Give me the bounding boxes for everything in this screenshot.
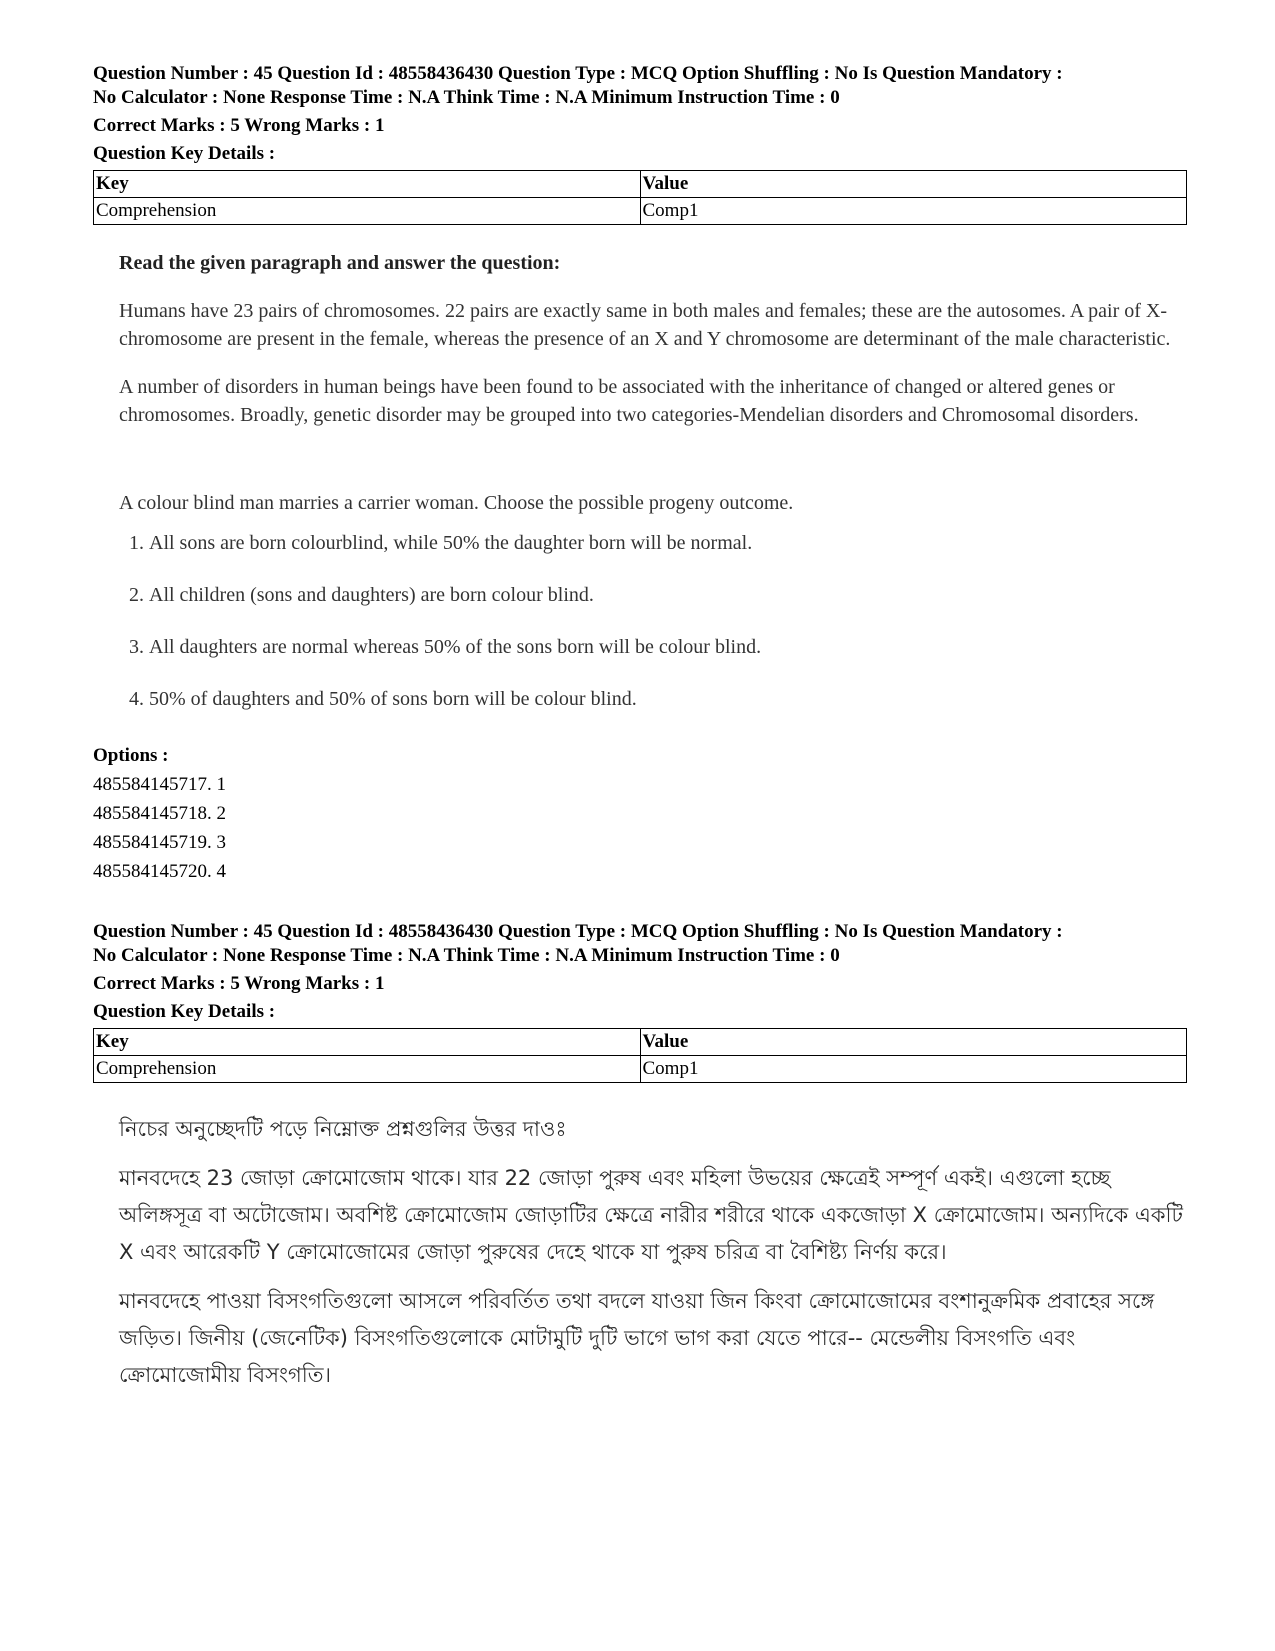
marks-line: Correct Marks : 5 Wrong Marks : 1 [93,973,385,994]
answer-choices [119,529,1187,713]
key-details-table-2 [93,1028,1187,1083]
table-cell-value: Comp1 [640,198,1187,225]
table-header-row [94,171,1187,198]
question-meta-2 [93,920,1187,1024]
question-text: A colour blind man marries a carrier woman. Choose the possible progeny outcome. [119,492,794,514]
answer-choice-2: 2. All children (sons and daughters) are born colour blind. [149,581,1187,609]
option-item-1: 485584145717. 1 [93,774,226,795]
table-cell-key: Comprehension [94,1056,641,1083]
table-header-value: Value [640,171,1187,198]
passage-paragraph-1: Humans have 23 pairs of chromosomes. 22 pairs are exactly same in both males and females; these are the autosomes. A pair of X-chromosome are present in the female, whereas the presence of an X and Y chromosome are determinant of the male characteristic. [119,300,1171,350]
marks-line: Correct Marks : 5 Wrong Marks : 1 [93,115,385,136]
bengali-paragraph-1: মানবদেহে 23 জোড়া ক্রোমোজোম থাকে। যার 22 জোড়া পুরুষ এবং মহিলা উভয়ের ক্ষেত্রেই সম্পূর্ণ একই। এগুলো হচ্ছে অলিঙ্গসূত্র বা অটোজোম। অবশিষ্ট ক্রোমোজোম জোড়াটির ক্ষেত্রে নারীর শরীরে থাকে একজোড়া X ক্রোমোজোম। অন্যদিকে একটি X এবং আরেকটি Y ক্রোমোজোমের জোড়া পুরুষের দেহে থাকে যা পুরুষ চরিত্র বা বৈশিষ্ট্য নির্ণয় করে। [119,1166,1183,1264]
option-item-3: 485584145719. 3 [93,832,226,853]
option-item-2: 485584145718. 2 [93,803,226,824]
passage-instruction: Read the given paragraph and answer the question: [119,252,561,274]
options-list [93,741,1187,886]
meta-line-1: Question Number : 45 Question Id : 48558436430 Question Type : MCQ Option Shuffling : No Is Question Mandatory : [93,921,1063,942]
passage-paragraph-2: A number of disorders in human beings have been found to be associated with the inheritance of changed or altered genes or chromosomes. Broadly, genetic disorder may be grouped into two categories-Mendelian disorders and Chromosomal disorders. [119,376,1139,426]
english-passage [93,249,1187,713]
meta-line-2: No Calculator : None Response Time : N.A Think Time : N.A Minimum Instruction Time : 0 [93,945,840,966]
table-header-key: Key [94,171,641,198]
answer-choice-3: 3. All daughters are normal whereas 50% of the sons born will be colour blind. [149,633,1187,661]
table-header-row [94,1029,1187,1056]
table-row [94,198,1187,225]
option-item-4: 485584145720. 4 [93,861,226,882]
table-row [94,1056,1187,1083]
answer-choice-1: 1. All sons are born colourblind, while 50% the daughter born will be normal. [149,529,1187,557]
table-header-key: Key [94,1029,641,1056]
meta-line-1: Question Number : 45 Question Id : 48558436430 Question Type : MCQ Option Shuffling : No Is Question Mandatory : [93,63,1063,84]
table-header-value: Value [640,1029,1187,1056]
key-details-label: Question Key Details : [93,1001,276,1022]
question-meta-1 [93,62,1187,166]
bengali-passage [93,1111,1187,1394]
meta-line-2: No Calculator : None Response Time : N.A Think Time : N.A Minimum Instruction Time : 0 [93,87,840,108]
answer-choice-4: 4. 50% of daughters and 50% of sons born will be colour blind. [149,685,1187,713]
table-cell-key: Comprehension [94,198,641,225]
options-title: Options : [93,745,169,766]
table-cell-value: Comp1 [640,1056,1187,1083]
key-details-label: Question Key Details : [93,143,276,164]
bengali-instruction: নিচের অনুচ্ছেদটি পড়ে নিম্নোক্ত প্রশ্নগুলির উত্তর দাওঃ [119,1117,567,1141]
key-details-table-1 [93,170,1187,225]
bengali-paragraph-2: মানবদেহে পাওয়া বিসংগতিগুলো আসলে পরিবর্তিত তথা বদলে যাওয়া জিন কিংবা ক্রোমোজোমের বংশানুক্রমিক প্রবাহের সঙ্গে জড়িত। জিনীয় (জেনেটিক) বিসংগতিগুলোকে মোটামুটি দুটি ভাগে ভাগ করা যেতে পারে-- মেন্ডেলীয় বিসংগতি এবং ক্রোমোজোমীয় বিসংগতি। [119,1289,1155,1387]
question-page [93,62,1187,1394]
